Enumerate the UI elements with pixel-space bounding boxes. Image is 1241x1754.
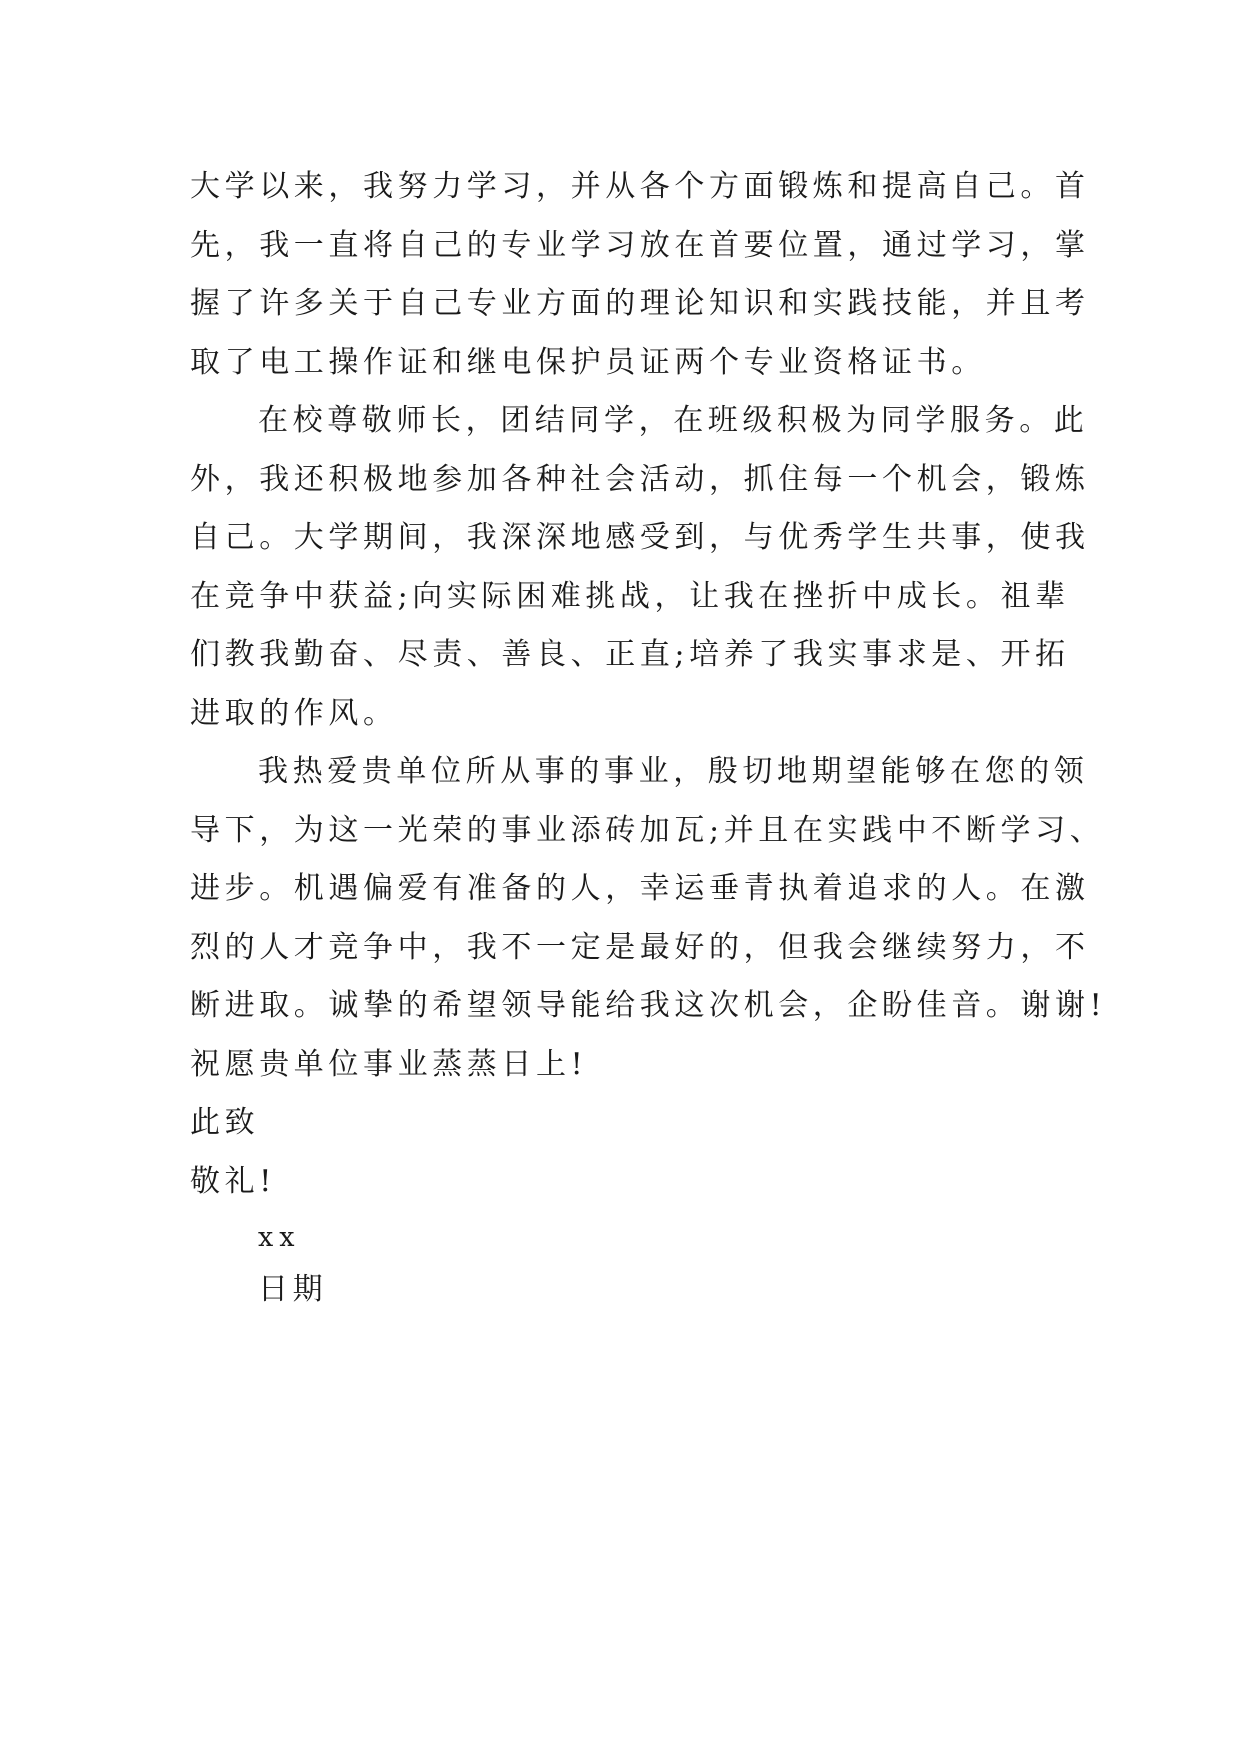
closing-salutation-1: 此致 xyxy=(190,1105,260,1140)
paragraph-2-line-1: 在校尊敬师长，团结同学，在班级积极为同学服务。此 xyxy=(258,403,1089,438)
closing-wish: 祝愿贵单位事业蒸蒸日上! xyxy=(190,1046,588,1082)
paragraph-2-line-5: 们教我勤奋、尽责、善良、正直;培养了我实事求是、开拓 xyxy=(190,637,1070,672)
paragraph-1-line-4: 取了电工操作证和继电保护员证两个专业资格证书。 xyxy=(190,344,986,380)
paragraph-3-line-4: 烈的人才竞争中，我不一定是最好的，但我会继续努力，不 xyxy=(190,929,1090,965)
paragraph-3-line-5: 断进取。诚挚的希望领导能给我这次机会，企盼佳音。谢谢! xyxy=(190,988,1107,1023)
paragraph-3-line-1: 我热爱贵单位所从事的事业，殷切地期望能够在您的领 xyxy=(258,754,1089,789)
paragraph-1-line-1: 大学以来，我努力学习，并从各个方面锻炼和提高自己。首 xyxy=(190,169,1090,204)
paragraph-2-line-2: 外，我还积极地参加各种社会活动，抓住每一个机会，锻炼 xyxy=(190,461,1090,497)
paragraph-2-line-6: 进取的作风。 xyxy=(190,695,398,731)
paragraph-1-line-2: 先，我一直将自己的专业学习放在首要位置，通过学习，掌 xyxy=(190,227,1090,263)
paragraph-3-line-3: 进步。机遇偏爱有准备的人，幸运垂青执着追求的人。在激 xyxy=(190,871,1090,906)
letter-body xyxy=(190,158,1107,1211)
signature-name: xx xyxy=(258,1222,301,1253)
paragraph-3-line-2: 导下，为这一光荣的事业添砖加瓦;并且在实践中不断学习、 xyxy=(190,812,1105,848)
paragraph-2-line-4: 在竞争中获益;向实际困难挑战，让我在挫折中成长。祖辈 xyxy=(190,578,1070,614)
signature-date: 日期 xyxy=(258,1272,328,1307)
closing-salutation-2: 敬礼! xyxy=(190,1163,276,1199)
paragraph-2-line-3: 自己。大学期间，我深深地感受到，与优秀学生共事，使我 xyxy=(190,520,1090,555)
paragraph-1-line-3: 握了许多关于自己专业方面的理论知识和实践技能，并且考 xyxy=(190,286,1090,321)
